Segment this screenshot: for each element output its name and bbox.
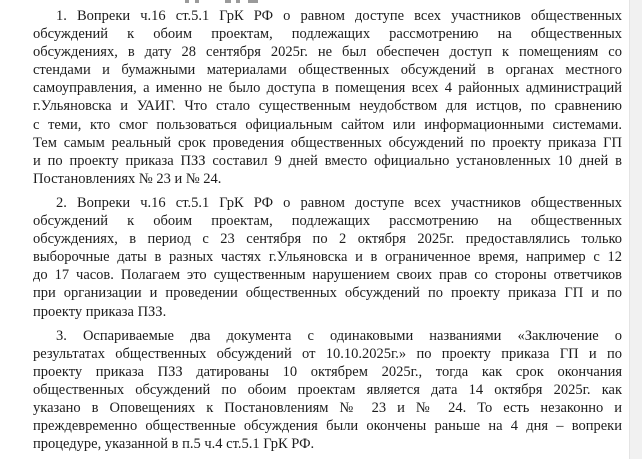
- text-line: с теми, кто смог пользоваться официальным сайтом или информационными системами.: [33, 116, 622, 133]
- text-line: при организации и проведении общественных обсуждений по проекту приказа ГП и по: [33, 285, 622, 302]
- text-line: 1. Вопреки ч.16 ст.5.1 ГрК РФ о равном доступе всех участников общественных: [56, 8, 622, 24]
- text-line: преждевременно общественные обсуждения были окончены раньше на 4 дня – вопреки: [33, 418, 622, 435]
- text-line: Тем самым реальный срок проведения общественных обсуждений по проекту приказа ГП: [33, 134, 622, 151]
- text-line: 2. Вопреки ч.16 ст.5.1 ГрК РФ о равном доступе всех участников общественных: [56, 194, 622, 211]
- paragraph-3: [33, 327, 622, 454]
- text-line: результатах общественных обсуждений от 10.10.2025г.» по проекту приказа ГП и по: [33, 345, 622, 362]
- text-line: выборочные даты в разных частях г.Ульяновска и в ограниченное время, например с 12: [33, 249, 622, 266]
- text-line: стендами и бумажными материалами общественных обсуждений в органах местного: [33, 62, 622, 79]
- text-line: г.Ульяновска и УАИГ. Что стало существенным неудобством для истцов, по сравнению: [33, 98, 622, 115]
- text-line: обсуждениях, в период с 23 сентября по 2 октября 2025г. предоставлялись только: [33, 231, 622, 248]
- text-line: 3. Оспариваемые два документа с одинаковыми названиями «Заключение о: [56, 327, 622, 344]
- text-line: проекту приказа ПЗЗ.: [33, 303, 167, 320]
- cutoff-mark: [236, 0, 240, 3]
- text-line: Постановлениях № 23 и № 24.: [33, 170, 222, 187]
- text-line: обсуждений к обоим проектам, подлежащих рассмотрению на общественных: [33, 26, 622, 43]
- text-line: проекту приказа ПЗЗ датированы 10 октябрем 2025г., тогда как срок окончания: [33, 363, 622, 380]
- paragraph-1: [33, 7, 622, 188]
- text-line: общественных обсуждений по обоим проектам является дата 14 октября 2025г. как: [33, 381, 622, 398]
- text-line: и по проекту приказа ПЗЗ составил 9 дней вместо официально установленных 10 дней в: [33, 152, 622, 169]
- cutoff-mark: [185, 0, 189, 3]
- cutoff-mark: [248, 0, 258, 3]
- text-line: самоуправления, а именно не было доступа в помещения всех 4 районных администраций: [33, 80, 622, 97]
- text-line: указано в Оповещениях к Постановлениям № 23 и № 24. То есть незаконно и: [33, 399, 622, 416]
- text-line: до 17 часов. Полагаем это существенным нарушением своих прав со стороны ответчиков: [33, 267, 622, 284]
- cutoff-mark: [195, 0, 199, 3]
- document-text: [33, 7, 622, 459]
- text-line: обсуждений к обоим проектам, подлежащих рассмотрению на общественных: [33, 213, 622, 230]
- cutoff-text-fragment: [0, 0, 643, 4]
- text-line: обсуждениях, в дату 28 сентября 2025г. не был обеспечен доступ к помещениям со: [33, 44, 622, 61]
- text-line: процедуре, указанной в п.5 ч.4 ст.5.1 ГрК РФ.: [33, 436, 315, 453]
- scrollbar-track[interactable]: [629, 0, 642, 459]
- cutoff-mark: [225, 0, 231, 3]
- paragraph-2: [33, 194, 622, 321]
